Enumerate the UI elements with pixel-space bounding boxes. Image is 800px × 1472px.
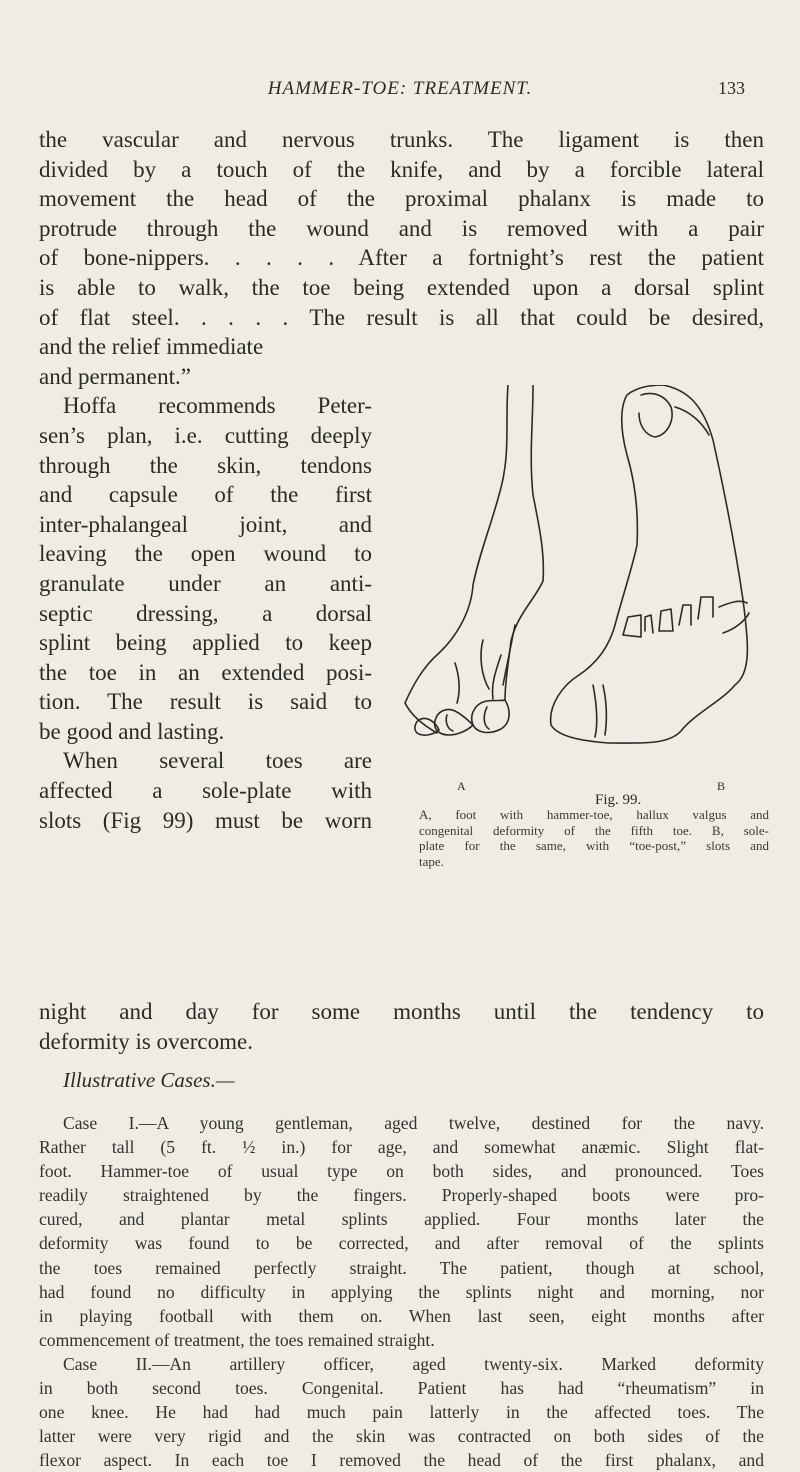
case-line: readily straightened by the fingers. Properly-shaped boots were pro-: [39, 1185, 764, 1206]
text-line: deformity is overcome.: [39, 1028, 253, 1054]
caption-line: plate for the same, with “toe-post,” slots and: [419, 838, 769, 853]
case-line: cured, and plantar metal splints applied. Four months later the: [39, 1209, 764, 1230]
text-line: sen’s plan, i.e. cutting deeply: [39, 422, 372, 448]
caption-line: tape.: [419, 853, 444, 869]
figure-label-b: B: [717, 779, 726, 793]
case-line: the toes remained perfectly straight. The patient, though at school,: [39, 1257, 764, 1278]
case-line: commencement of treatment, the toes remained straight.: [39, 1329, 435, 1350]
paragraph-continuation: [39, 997, 764, 1056]
text-line: septic dressing, a dorsal: [39, 600, 372, 626]
case-line: Rather tall (5 ft. ½ in.) for age, and somewhat anæmic. Slight flat-: [39, 1137, 764, 1158]
section-heading: Illustrative Cases.—: [63, 1068, 235, 1092]
text-line: splint being applied to keep: [39, 630, 372, 656]
text-line: is able to walk, the toe being extended upon a dorsal splint: [39, 274, 764, 300]
figure-99: [383, 385, 768, 820]
foot-outline: [405, 385, 508, 733]
text-line: through the skin, tendons: [39, 452, 372, 478]
case-line: deformity was found to be corrected, and after removal of the splints: [39, 1233, 764, 1254]
text-line: be good and lasting.: [39, 718, 225, 744]
text-line: movement the head of the proximal phalanx is made to: [39, 186, 764, 212]
figure-number: Fig. 99.: [595, 792, 642, 808]
text-line: of flat steel. . . . . The result is all that could be desired,: [39, 304, 764, 330]
text-line: the toe in an extended posi-: [39, 659, 372, 685]
page-number: 133: [718, 78, 745, 98]
case-line: flexor aspect. In each toe I removed the head of the first phalanx, and: [39, 1450, 764, 1471]
running-head: [0, 78, 800, 108]
text-line: granulate under an anti-: [39, 570, 372, 596]
foot-sole-plate-illustration: [383, 385, 768, 780]
figure-label-a: A: [457, 779, 466, 793]
figure-caption: [419, 807, 769, 869]
text-line: night and day for some months until the tendency to: [39, 999, 764, 1024]
case-line: in both second toes. Congenital. Patient has had “rheumatism” in: [39, 1378, 764, 1399]
text-line: slots (Fig 99) must be worn: [39, 807, 372, 833]
case-line: latter were very rigid and the skin was contracted on both sides of the: [39, 1426, 764, 1447]
text-line: the vascular and nervous trunks. The ligament is then: [39, 127, 764, 152]
caption-line: congenital deformity of the fifth toe. B, sole-: [419, 822, 769, 838]
text-line: leaving the open wound to: [39, 541, 372, 567]
case-line: had found no difficulty in applying the splints night and morning, nor: [39, 1281, 764, 1302]
running-title: HAMMER-TOE: TREATMENT.: [267, 78, 533, 99]
text-line: When several toes are: [63, 748, 372, 774]
text-line: and capsule of the first: [39, 482, 372, 508]
text-line: inter-phalangeal joint, and: [39, 511, 372, 537]
text-line: affected a sole-plate with: [39, 778, 372, 804]
text-line: protrude through the wound and is removed with a pair: [39, 215, 764, 241]
text-line: divided by a touch of the knife, and by a forcible lateral: [39, 156, 764, 182]
case-line: in playing football with them on. When last seen, eight months after: [39, 1305, 764, 1326]
text-line: of bone-nippers. . . . . After a fortnight’s rest the patient: [39, 245, 764, 271]
caption-line: A, foot with hammer-toe, hallux valgus and: [419, 807, 769, 822]
case-reports: [39, 1111, 764, 1472]
text-line: Hoffa recommends Peter-: [63, 393, 372, 419]
case-line: Case II.—An artillery officer, aged twenty-six. Marked deformity: [63, 1353, 764, 1374]
text-line: and permanent.”: [39, 363, 191, 389]
sole-plate-outline: [551, 385, 748, 743]
case-line: one knee. He had had much pain latterly in the affected toes. The: [39, 1402, 764, 1423]
text-line: tion. The result is said to: [39, 689, 372, 715]
text-line: and the relief immediate: [39, 334, 264, 360]
case-line: foot. Hammer-toe of usual type on both sides, and pronounced. Toes: [39, 1161, 764, 1182]
case-line: Case I.—A young gentleman, aged twelve, destined for the navy.: [63, 1113, 764, 1133]
